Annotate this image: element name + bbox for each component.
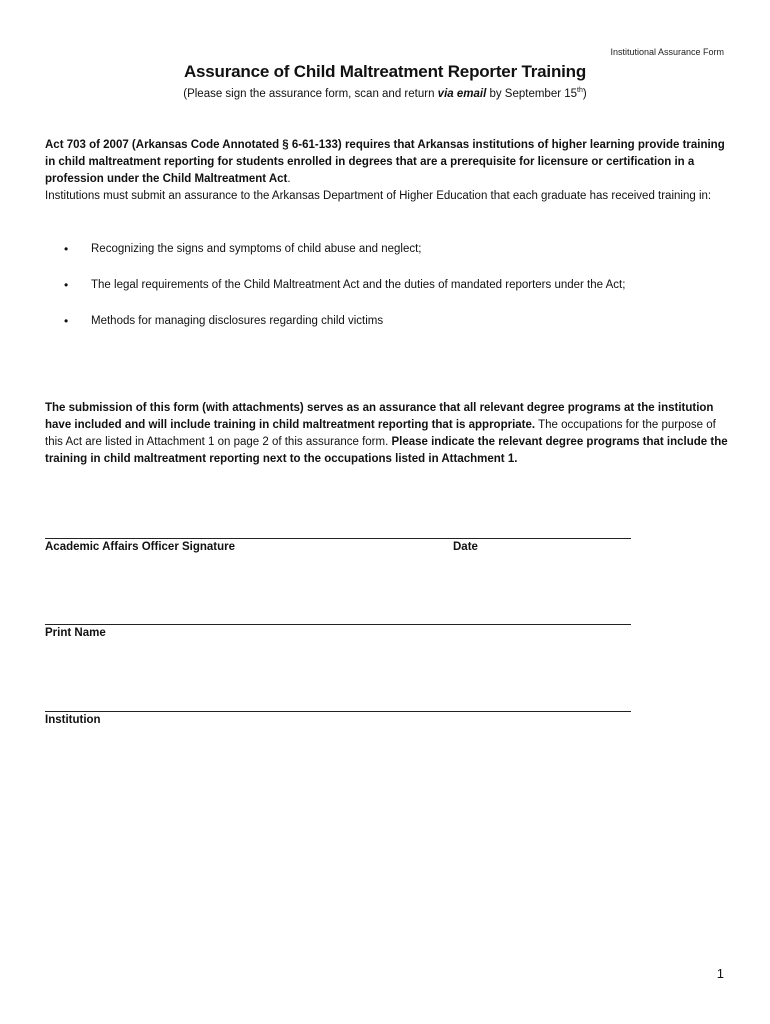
- list-item: [64, 241, 744, 277]
- list-item: [64, 277, 744, 313]
- training-topics-list: [64, 241, 744, 349]
- subtitle-close: ): [582, 87, 587, 100]
- bullet-icon: •: [64, 278, 69, 292]
- institution-label: Institution: [45, 714, 101, 726]
- subtitle-emphasis: via email: [437, 87, 487, 100]
- submission-bold-c: Please indicate the relevant degree programs that include the training in child maltreatment reporting next to the occupations listed in Attachment 1.: [45, 436, 728, 465]
- subtitle-prefix: (Please sign the assurance form, scan and return: [183, 87, 438, 100]
- signature-line[interactable]: [45, 538, 631, 539]
- subtitle-superscript: th: [577, 87, 583, 94]
- list-item-text: The legal requirements of the Child Maltreatment Act and the duties of mandated reporters under the Act;: [91, 279, 626, 291]
- list-item-text: Methods for managing disclosures regarding child victims: [91, 315, 384, 327]
- intro-bold-text: Act 703 of 2007 (Arkansas Code Annotated § 6-61-133) requires that Arkansas institutions of higher learning provide training in child maltreatment reporting for students enrolled in degrees that are a prerequisite for licensure or certification in a profession under the Child Maltreatment Act: [45, 139, 725, 185]
- page-subtitle: [0, 87, 770, 100]
- intro-bold-end: .: [287, 173, 291, 185]
- list-item-text: Recognizing the signs and symptoms of child abuse and neglect;: [91, 243, 422, 255]
- officer-signature-label: Academic Affairs Officer Signature: [45, 541, 236, 553]
- form-tag: Institutional Assurance Form: [610, 47, 724, 57]
- print-name-line[interactable]: [45, 624, 631, 625]
- submission-paragraph: [45, 400, 735, 468]
- intro-normal-text: Institutions must submit an assurance to the Arkansas Department of Higher Education that each graduate has received training in:: [45, 190, 712, 202]
- intro-paragraph: [45, 137, 735, 205]
- date-label: Date: [453, 541, 478, 553]
- print-name-label: Print Name: [45, 627, 106, 639]
- submission-normal-b: The occupations for the purpose of this Act are listed in Attachment 1 on page 2 of this assurance form.: [45, 419, 716, 448]
- page-number: 1: [716, 966, 724, 981]
- subtitle-suffix: by September 15: [486, 87, 578, 100]
- list-item: [64, 313, 744, 349]
- bullet-icon: •: [64, 242, 69, 256]
- submission-bold-a: The submission of this form (with attachments) serves as an assurance that all relevant degree programs at the institution have included and will include training in child maltreatment reporting that is appropriate.: [45, 402, 714, 431]
- institution-line[interactable]: [45, 711, 631, 712]
- bullet-icon: •: [64, 314, 69, 328]
- page-title: Assurance of Child Maltreatment Reporter Training: [183, 62, 587, 81]
